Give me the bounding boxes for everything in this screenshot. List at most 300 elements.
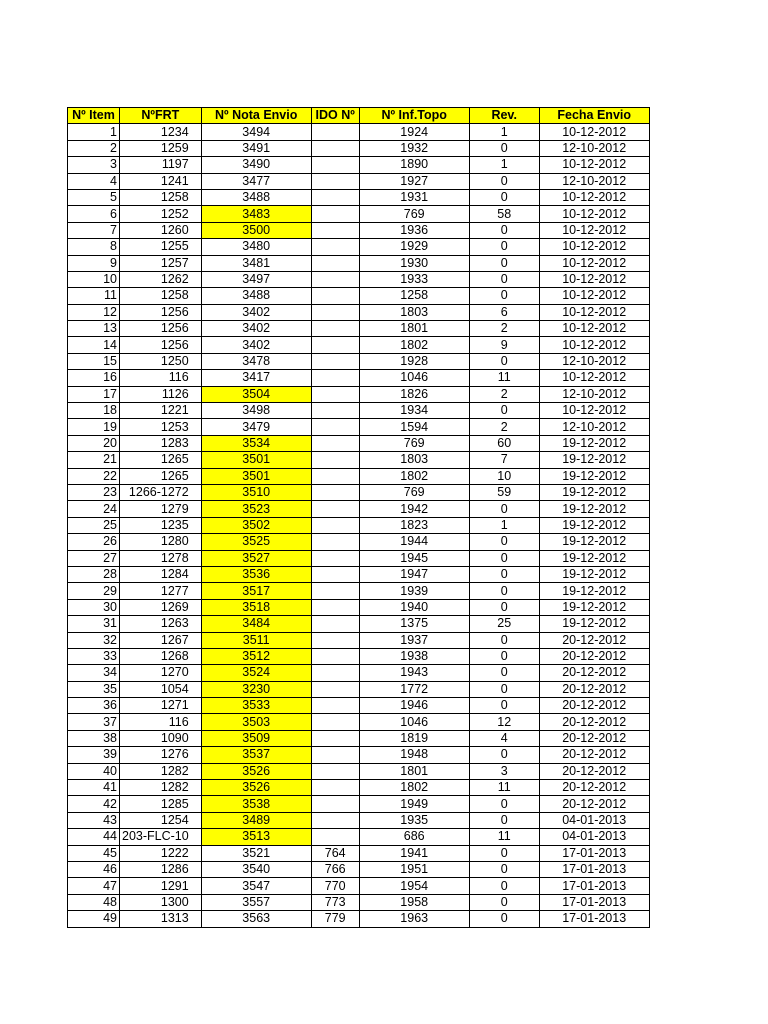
cell-item[interactable]: 24 xyxy=(68,501,120,517)
cell-inf-topo[interactable]: 769 xyxy=(359,484,469,500)
cell-frt[interactable]: 1313 xyxy=(120,911,202,927)
cell-inf-topo[interactable]: 1046 xyxy=(359,714,469,730)
cell-ido[interactable] xyxy=(311,730,359,746)
cell-item[interactable]: 36 xyxy=(68,698,120,714)
cell-rev[interactable]: 0 xyxy=(469,796,539,812)
cell-rev[interactable]: 0 xyxy=(469,140,539,156)
cell-ido[interactable] xyxy=(311,419,359,435)
cell-rev[interactable]: 0 xyxy=(469,255,539,271)
cell-fecha-envio[interactable]: 17-01-2013 xyxy=(539,861,649,877)
cell-rev[interactable]: 0 xyxy=(469,501,539,517)
cell-rev[interactable]: 0 xyxy=(469,681,539,697)
cell-inf-topo[interactable]: 769 xyxy=(359,435,469,451)
cell-ido[interactable] xyxy=(311,271,359,287)
header-fecha-envio[interactable]: Fecha Envio xyxy=(539,108,649,124)
cell-frt[interactable]: 1256 xyxy=(120,304,202,320)
cell-item[interactable]: 48 xyxy=(68,894,120,910)
cell-frt[interactable]: 1271 xyxy=(120,698,202,714)
cell-ido[interactable] xyxy=(311,189,359,205)
cell-frt[interactable]: 1282 xyxy=(120,780,202,796)
cell-item[interactable]: 46 xyxy=(68,861,120,877)
cell-frt[interactable]: 1221 xyxy=(120,403,202,419)
cell-item[interactable]: 17 xyxy=(68,386,120,402)
cell-nota-envio[interactable]: 3501 xyxy=(201,468,311,484)
cell-ido[interactable] xyxy=(311,698,359,714)
cell-frt[interactable]: 1279 xyxy=(120,501,202,517)
cell-frt[interactable]: 1262 xyxy=(120,271,202,287)
header-frt[interactable]: NºFRT xyxy=(120,108,202,124)
cell-ido[interactable]: 770 xyxy=(311,878,359,894)
cell-fecha-envio[interactable]: 10-12-2012 xyxy=(539,370,649,386)
cell-fecha-envio[interactable]: 04-01-2013 xyxy=(539,829,649,845)
cell-ido[interactable] xyxy=(311,829,359,845)
cell-frt[interactable]: 1268 xyxy=(120,648,202,664)
cell-fecha-envio[interactable]: 12-10-2012 xyxy=(539,353,649,369)
cell-frt[interactable]: 1090 xyxy=(120,730,202,746)
cell-item[interactable]: 30 xyxy=(68,599,120,615)
cell-fecha-envio[interactable]: 19-12-2012 xyxy=(539,452,649,468)
cell-nota-envio[interactable]: 3491 xyxy=(201,140,311,156)
cell-item[interactable]: 37 xyxy=(68,714,120,730)
cell-rev[interactable]: 0 xyxy=(469,632,539,648)
cell-nota-envio[interactable]: 3480 xyxy=(201,239,311,255)
cell-item[interactable]: 14 xyxy=(68,337,120,353)
cell-rev[interactable]: 2 xyxy=(469,321,539,337)
cell-frt[interactable]: 1284 xyxy=(120,566,202,582)
cell-ido[interactable] xyxy=(311,534,359,550)
cell-frt[interactable]: 1277 xyxy=(120,583,202,599)
cell-ido[interactable] xyxy=(311,796,359,812)
cell-ido[interactable] xyxy=(311,780,359,796)
cell-fecha-envio[interactable]: 10-12-2012 xyxy=(539,124,649,140)
cell-rev[interactable]: 0 xyxy=(469,403,539,419)
cell-inf-topo[interactable]: 1932 xyxy=(359,140,469,156)
cell-item[interactable]: 4 xyxy=(68,173,120,189)
cell-ido[interactable] xyxy=(311,140,359,156)
cell-rev[interactable]: 0 xyxy=(469,239,539,255)
cell-inf-topo[interactable]: 1890 xyxy=(359,157,469,173)
cell-item[interactable]: 27 xyxy=(68,550,120,566)
cell-fecha-envio[interactable]: 20-12-2012 xyxy=(539,780,649,796)
cell-nota-envio[interactable]: 3523 xyxy=(201,501,311,517)
cell-ido[interactable] xyxy=(311,288,359,304)
cell-fecha-envio[interactable]: 19-12-2012 xyxy=(539,599,649,615)
cell-frt[interactable]: 203-FLC-10 xyxy=(120,829,202,845)
cell-inf-topo[interactable]: 1819 xyxy=(359,730,469,746)
cell-rev[interactable]: 0 xyxy=(469,911,539,927)
cell-frt[interactable]: 116 xyxy=(120,714,202,730)
cell-item[interactable]: 32 xyxy=(68,632,120,648)
cell-item[interactable]: 9 xyxy=(68,255,120,271)
cell-nota-envio[interactable]: 3489 xyxy=(201,812,311,828)
cell-fecha-envio[interactable]: 19-12-2012 xyxy=(539,468,649,484)
cell-nota-envio[interactable]: 3479 xyxy=(201,419,311,435)
cell-item[interactable]: 28 xyxy=(68,566,120,582)
cell-fecha-envio[interactable]: 20-12-2012 xyxy=(539,665,649,681)
cell-rev[interactable]: 0 xyxy=(469,550,539,566)
cell-fecha-envio[interactable]: 20-12-2012 xyxy=(539,648,649,664)
cell-fecha-envio[interactable]: 17-01-2013 xyxy=(539,845,649,861)
cell-fecha-envio[interactable]: 19-12-2012 xyxy=(539,534,649,550)
cell-fecha-envio[interactable]: 10-12-2012 xyxy=(539,337,649,353)
cell-rev[interactable]: 0 xyxy=(469,599,539,615)
cell-ido[interactable] xyxy=(311,337,359,353)
cell-fecha-envio[interactable]: 20-12-2012 xyxy=(539,632,649,648)
cell-rev[interactable]: 12 xyxy=(469,714,539,730)
cell-rev[interactable]: 0 xyxy=(469,878,539,894)
cell-frt[interactable]: 1282 xyxy=(120,763,202,779)
cell-fecha-envio[interactable]: 12-10-2012 xyxy=(539,419,649,435)
cell-ido[interactable] xyxy=(311,452,359,468)
cell-nota-envio[interactable]: 3402 xyxy=(201,337,311,353)
cell-ido[interactable] xyxy=(311,468,359,484)
cell-fecha-envio[interactable]: 19-12-2012 xyxy=(539,566,649,582)
cell-rev[interactable]: 0 xyxy=(469,845,539,861)
cell-rev[interactable]: 1 xyxy=(469,124,539,140)
cell-rev[interactable]: 2 xyxy=(469,419,539,435)
cell-fecha-envio[interactable]: 10-12-2012 xyxy=(539,271,649,287)
cell-inf-topo[interactable]: 1946 xyxy=(359,698,469,714)
cell-rev[interactable]: 2 xyxy=(469,386,539,402)
cell-rev[interactable]: 0 xyxy=(469,353,539,369)
cell-inf-topo[interactable]: 1046 xyxy=(359,370,469,386)
cell-frt[interactable]: 1300 xyxy=(120,894,202,910)
cell-item[interactable]: 33 xyxy=(68,648,120,664)
cell-rev[interactable]: 11 xyxy=(469,370,539,386)
cell-item[interactable]: 7 xyxy=(68,222,120,238)
header-item[interactable]: Nº Item xyxy=(68,108,120,124)
cell-ido[interactable] xyxy=(311,222,359,238)
cell-fecha-envio[interactable]: 19-12-2012 xyxy=(539,517,649,533)
cell-fecha-envio[interactable]: 20-12-2012 xyxy=(539,698,649,714)
cell-nota-envio[interactable]: 3509 xyxy=(201,730,311,746)
cell-nota-envio[interactable]: 3504 xyxy=(201,386,311,402)
cell-rev[interactable]: 0 xyxy=(469,698,539,714)
cell-nota-envio[interactable]: 3525 xyxy=(201,534,311,550)
cell-frt[interactable]: 1267 xyxy=(120,632,202,648)
cell-rev[interactable]: 25 xyxy=(469,616,539,632)
cell-item[interactable]: 49 xyxy=(68,911,120,927)
cell-nota-envio[interactable]: 3503 xyxy=(201,714,311,730)
cell-rev[interactable]: 3 xyxy=(469,763,539,779)
cell-ido[interactable] xyxy=(311,747,359,763)
cell-item[interactable]: 10 xyxy=(68,271,120,287)
cell-inf-topo[interactable]: 1931 xyxy=(359,189,469,205)
cell-ido[interactable] xyxy=(311,583,359,599)
cell-inf-topo[interactable]: 1947 xyxy=(359,566,469,582)
cell-inf-topo[interactable]: 1951 xyxy=(359,861,469,877)
cell-item[interactable]: 5 xyxy=(68,189,120,205)
cell-nota-envio[interactable]: 3488 xyxy=(201,189,311,205)
cell-fecha-envio[interactable]: 10-12-2012 xyxy=(539,288,649,304)
cell-inf-topo[interactable]: 1943 xyxy=(359,665,469,681)
cell-inf-topo[interactable]: 1803 xyxy=(359,452,469,468)
cell-inf-topo[interactable]: 1823 xyxy=(359,517,469,533)
cell-rev[interactable]: 0 xyxy=(469,271,539,287)
cell-inf-topo[interactable]: 1948 xyxy=(359,747,469,763)
cell-ido[interactable] xyxy=(311,714,359,730)
cell-nota-envio[interactable]: 3563 xyxy=(201,911,311,927)
cell-frt[interactable]: 1286 xyxy=(120,861,202,877)
cell-inf-topo[interactable]: 1949 xyxy=(359,796,469,812)
cell-frt[interactable]: 1222 xyxy=(120,845,202,861)
cell-fecha-envio[interactable]: 10-12-2012 xyxy=(539,222,649,238)
cell-item[interactable]: 21 xyxy=(68,452,120,468)
cell-ido[interactable] xyxy=(311,206,359,222)
cell-ido[interactable] xyxy=(311,681,359,697)
cell-ido[interactable] xyxy=(311,173,359,189)
cell-rev[interactable]: 0 xyxy=(469,222,539,238)
cell-item[interactable]: 29 xyxy=(68,583,120,599)
cell-rev[interactable]: 0 xyxy=(469,288,539,304)
cell-ido[interactable] xyxy=(311,304,359,320)
cell-item[interactable]: 16 xyxy=(68,370,120,386)
cell-nota-envio[interactable]: 3537 xyxy=(201,747,311,763)
cell-frt[interactable]: 1269 xyxy=(120,599,202,615)
cell-ido[interactable] xyxy=(311,517,359,533)
cell-rev[interactable]: 6 xyxy=(469,304,539,320)
cell-item[interactable]: 20 xyxy=(68,435,120,451)
cell-rev[interactable]: 9 xyxy=(469,337,539,353)
cell-fecha-envio[interactable]: 10-12-2012 xyxy=(539,189,649,205)
cell-frt[interactable]: 1255 xyxy=(120,239,202,255)
cell-fecha-envio[interactable]: 17-01-2013 xyxy=(539,911,649,927)
cell-item[interactable]: 38 xyxy=(68,730,120,746)
cell-frt[interactable]: 1256 xyxy=(120,337,202,353)
cell-item[interactable]: 15 xyxy=(68,353,120,369)
cell-ido[interactable] xyxy=(311,648,359,664)
cell-rev[interactable]: 0 xyxy=(469,894,539,910)
cell-frt[interactable]: 1283 xyxy=(120,435,202,451)
cell-frt[interactable]: 1285 xyxy=(120,796,202,812)
cell-frt[interactable]: 1252 xyxy=(120,206,202,222)
cell-inf-topo[interactable]: 1940 xyxy=(359,599,469,615)
cell-inf-topo[interactable]: 1939 xyxy=(359,583,469,599)
cell-inf-topo[interactable]: 1772 xyxy=(359,681,469,697)
header-rev[interactable]: Rev. xyxy=(469,108,539,124)
cell-item[interactable]: 25 xyxy=(68,517,120,533)
cell-frt[interactable]: 1234 xyxy=(120,124,202,140)
cell-ido[interactable] xyxy=(311,435,359,451)
cell-inf-topo[interactable]: 1826 xyxy=(359,386,469,402)
cell-nota-envio[interactable]: 3526 xyxy=(201,763,311,779)
cell-item[interactable]: 3 xyxy=(68,157,120,173)
cell-nota-envio[interactable]: 3500 xyxy=(201,222,311,238)
cell-nota-envio[interactable]: 3534 xyxy=(201,435,311,451)
cell-inf-topo[interactable]: 1936 xyxy=(359,222,469,238)
cell-nota-envio[interactable]: 3512 xyxy=(201,648,311,664)
cell-inf-topo[interactable]: 1594 xyxy=(359,419,469,435)
cell-inf-topo[interactable]: 1963 xyxy=(359,911,469,927)
cell-item[interactable]: 18 xyxy=(68,403,120,419)
cell-ido[interactable] xyxy=(311,124,359,140)
cell-frt[interactable]: 1197 xyxy=(120,157,202,173)
cell-ido[interactable] xyxy=(311,632,359,648)
cell-fecha-envio[interactable]: 12-10-2012 xyxy=(539,386,649,402)
cell-rev[interactable]: 58 xyxy=(469,206,539,222)
cell-rev[interactable]: 0 xyxy=(469,648,539,664)
cell-rev[interactable]: 0 xyxy=(469,665,539,681)
cell-nota-envio[interactable]: 3510 xyxy=(201,484,311,500)
cell-nota-envio[interactable]: 3517 xyxy=(201,583,311,599)
cell-nota-envio[interactable]: 3518 xyxy=(201,599,311,615)
cell-item[interactable]: 45 xyxy=(68,845,120,861)
cell-nota-envio[interactable]: 3526 xyxy=(201,780,311,796)
cell-inf-topo[interactable]: 1258 xyxy=(359,288,469,304)
cell-rev[interactable]: 10 xyxy=(469,468,539,484)
cell-rev[interactable]: 0 xyxy=(469,583,539,599)
cell-item[interactable]: 6 xyxy=(68,206,120,222)
cell-frt[interactable]: 1258 xyxy=(120,288,202,304)
cell-inf-topo[interactable]: 1944 xyxy=(359,534,469,550)
cell-inf-topo[interactable]: 1802 xyxy=(359,780,469,796)
cell-item[interactable]: 43 xyxy=(68,812,120,828)
cell-inf-topo[interactable]: 1933 xyxy=(359,271,469,287)
cell-frt[interactable]: 1280 xyxy=(120,534,202,550)
cell-ido[interactable] xyxy=(311,566,359,582)
cell-inf-topo[interactable]: 1954 xyxy=(359,878,469,894)
cell-ido[interactable]: 779 xyxy=(311,911,359,927)
cell-frt[interactable]: 1278 xyxy=(120,550,202,566)
cell-fecha-envio[interactable]: 19-12-2012 xyxy=(539,550,649,566)
cell-frt[interactable]: 1126 xyxy=(120,386,202,402)
cell-frt[interactable]: 1263 xyxy=(120,616,202,632)
cell-rev[interactable]: 1 xyxy=(469,517,539,533)
cell-rev[interactable]: 11 xyxy=(469,829,539,845)
cell-ido[interactable] xyxy=(311,763,359,779)
cell-nota-envio[interactable]: 3230 xyxy=(201,681,311,697)
cell-nota-envio[interactable]: 3483 xyxy=(201,206,311,222)
cell-fecha-envio[interactable]: 10-12-2012 xyxy=(539,239,649,255)
cell-frt[interactable]: 1054 xyxy=(120,681,202,697)
cell-frt[interactable]: 1241 xyxy=(120,173,202,189)
cell-item[interactable]: 23 xyxy=(68,484,120,500)
cell-ido[interactable] xyxy=(311,550,359,566)
cell-item[interactable]: 2 xyxy=(68,140,120,156)
cell-inf-topo[interactable]: 1937 xyxy=(359,632,469,648)
cell-item[interactable]: 13 xyxy=(68,321,120,337)
cell-rev[interactable]: 0 xyxy=(469,747,539,763)
cell-nota-envio[interactable]: 3536 xyxy=(201,566,311,582)
cell-inf-topo[interactable]: 686 xyxy=(359,829,469,845)
cell-frt[interactable]: 1254 xyxy=(120,812,202,828)
cell-inf-topo[interactable]: 1929 xyxy=(359,239,469,255)
cell-frt[interactable]: 1291 xyxy=(120,878,202,894)
cell-fecha-envio[interactable]: 20-12-2012 xyxy=(539,796,649,812)
cell-item[interactable]: 39 xyxy=(68,747,120,763)
cell-inf-topo[interactable]: 1934 xyxy=(359,403,469,419)
cell-nota-envio[interactable]: 3494 xyxy=(201,124,311,140)
cell-fecha-envio[interactable]: 20-12-2012 xyxy=(539,714,649,730)
cell-item[interactable]: 42 xyxy=(68,796,120,812)
cell-rev[interactable]: 59 xyxy=(469,484,539,500)
cell-ido[interactable] xyxy=(311,353,359,369)
cell-frt[interactable]: 116 xyxy=(120,370,202,386)
cell-fecha-envio[interactable]: 20-12-2012 xyxy=(539,681,649,697)
cell-nota-envio[interactable]: 3513 xyxy=(201,829,311,845)
cell-item[interactable]: 31 xyxy=(68,616,120,632)
cell-inf-topo[interactable]: 769 xyxy=(359,206,469,222)
cell-nota-envio[interactable]: 3484 xyxy=(201,616,311,632)
cell-rev[interactable]: 0 xyxy=(469,189,539,205)
cell-nota-envio[interactable]: 3533 xyxy=(201,698,311,714)
cell-fecha-envio[interactable]: 20-12-2012 xyxy=(539,730,649,746)
cell-fecha-envio[interactable]: 19-12-2012 xyxy=(539,501,649,517)
cell-item[interactable]: 19 xyxy=(68,419,120,435)
cell-inf-topo[interactable]: 1375 xyxy=(359,616,469,632)
cell-fecha-envio[interactable]: 19-12-2012 xyxy=(539,616,649,632)
cell-nota-envio[interactable]: 3511 xyxy=(201,632,311,648)
header-ido[interactable]: IDO Nº xyxy=(311,108,359,124)
cell-ido[interactable]: 773 xyxy=(311,894,359,910)
cell-rev[interactable]: 0 xyxy=(469,534,539,550)
cell-ido[interactable] xyxy=(311,665,359,681)
cell-fecha-envio[interactable]: 19-12-2012 xyxy=(539,435,649,451)
cell-frt[interactable]: 1257 xyxy=(120,255,202,271)
cell-item[interactable]: 22 xyxy=(68,468,120,484)
cell-inf-topo[interactable]: 1803 xyxy=(359,304,469,320)
cell-fecha-envio[interactable]: 10-12-2012 xyxy=(539,255,649,271)
cell-ido[interactable] xyxy=(311,616,359,632)
cell-inf-topo[interactable]: 1930 xyxy=(359,255,469,271)
cell-item[interactable]: 8 xyxy=(68,239,120,255)
cell-inf-topo[interactable]: 1802 xyxy=(359,337,469,353)
cell-nota-envio[interactable]: 3497 xyxy=(201,271,311,287)
cell-fecha-envio[interactable]: 20-12-2012 xyxy=(539,763,649,779)
cell-ido[interactable] xyxy=(311,386,359,402)
cell-item[interactable]: 40 xyxy=(68,763,120,779)
cell-rev[interactable]: 60 xyxy=(469,435,539,451)
cell-frt[interactable]: 1276 xyxy=(120,747,202,763)
cell-fecha-envio[interactable]: 04-01-2013 xyxy=(539,812,649,828)
cell-ido[interactable] xyxy=(311,599,359,615)
cell-rev[interactable]: 1 xyxy=(469,157,539,173)
cell-nota-envio[interactable]: 3502 xyxy=(201,517,311,533)
cell-item[interactable]: 26 xyxy=(68,534,120,550)
cell-item[interactable]: 11 xyxy=(68,288,120,304)
cell-nota-envio[interactable]: 3547 xyxy=(201,878,311,894)
cell-ido[interactable]: 764 xyxy=(311,845,359,861)
cell-item[interactable]: 47 xyxy=(68,878,120,894)
cell-rev[interactable]: 4 xyxy=(469,730,539,746)
cell-fecha-envio[interactable]: 10-12-2012 xyxy=(539,403,649,419)
cell-ido[interactable]: 766 xyxy=(311,861,359,877)
cell-fecha-envio[interactable]: 17-01-2013 xyxy=(539,894,649,910)
cell-rev[interactable]: 0 xyxy=(469,861,539,877)
cell-item[interactable]: 34 xyxy=(68,665,120,681)
cell-ido[interactable] xyxy=(311,321,359,337)
cell-inf-topo[interactable]: 1927 xyxy=(359,173,469,189)
cell-item[interactable]: 44 xyxy=(68,829,120,845)
cell-inf-topo[interactable]: 1802 xyxy=(359,468,469,484)
cell-item[interactable]: 35 xyxy=(68,681,120,697)
cell-nota-envio[interactable]: 3478 xyxy=(201,353,311,369)
cell-item[interactable]: 12 xyxy=(68,304,120,320)
cell-frt[interactable]: 1260 xyxy=(120,222,202,238)
cell-inf-topo[interactable]: 1935 xyxy=(359,812,469,828)
cell-fecha-envio[interactable]: 19-12-2012 xyxy=(539,583,649,599)
cell-nota-envio[interactable]: 3527 xyxy=(201,550,311,566)
cell-frt[interactable]: 1270 xyxy=(120,665,202,681)
cell-nota-envio[interactable]: 3501 xyxy=(201,452,311,468)
cell-ido[interactable] xyxy=(311,403,359,419)
cell-inf-topo[interactable]: 1945 xyxy=(359,550,469,566)
cell-nota-envio[interactable]: 3402 xyxy=(201,321,311,337)
cell-nota-envio[interactable]: 3488 xyxy=(201,288,311,304)
cell-inf-topo[interactable]: 1942 xyxy=(359,501,469,517)
cell-fecha-envio[interactable]: 12-10-2012 xyxy=(539,140,649,156)
cell-fecha-envio[interactable]: 10-12-2012 xyxy=(539,304,649,320)
